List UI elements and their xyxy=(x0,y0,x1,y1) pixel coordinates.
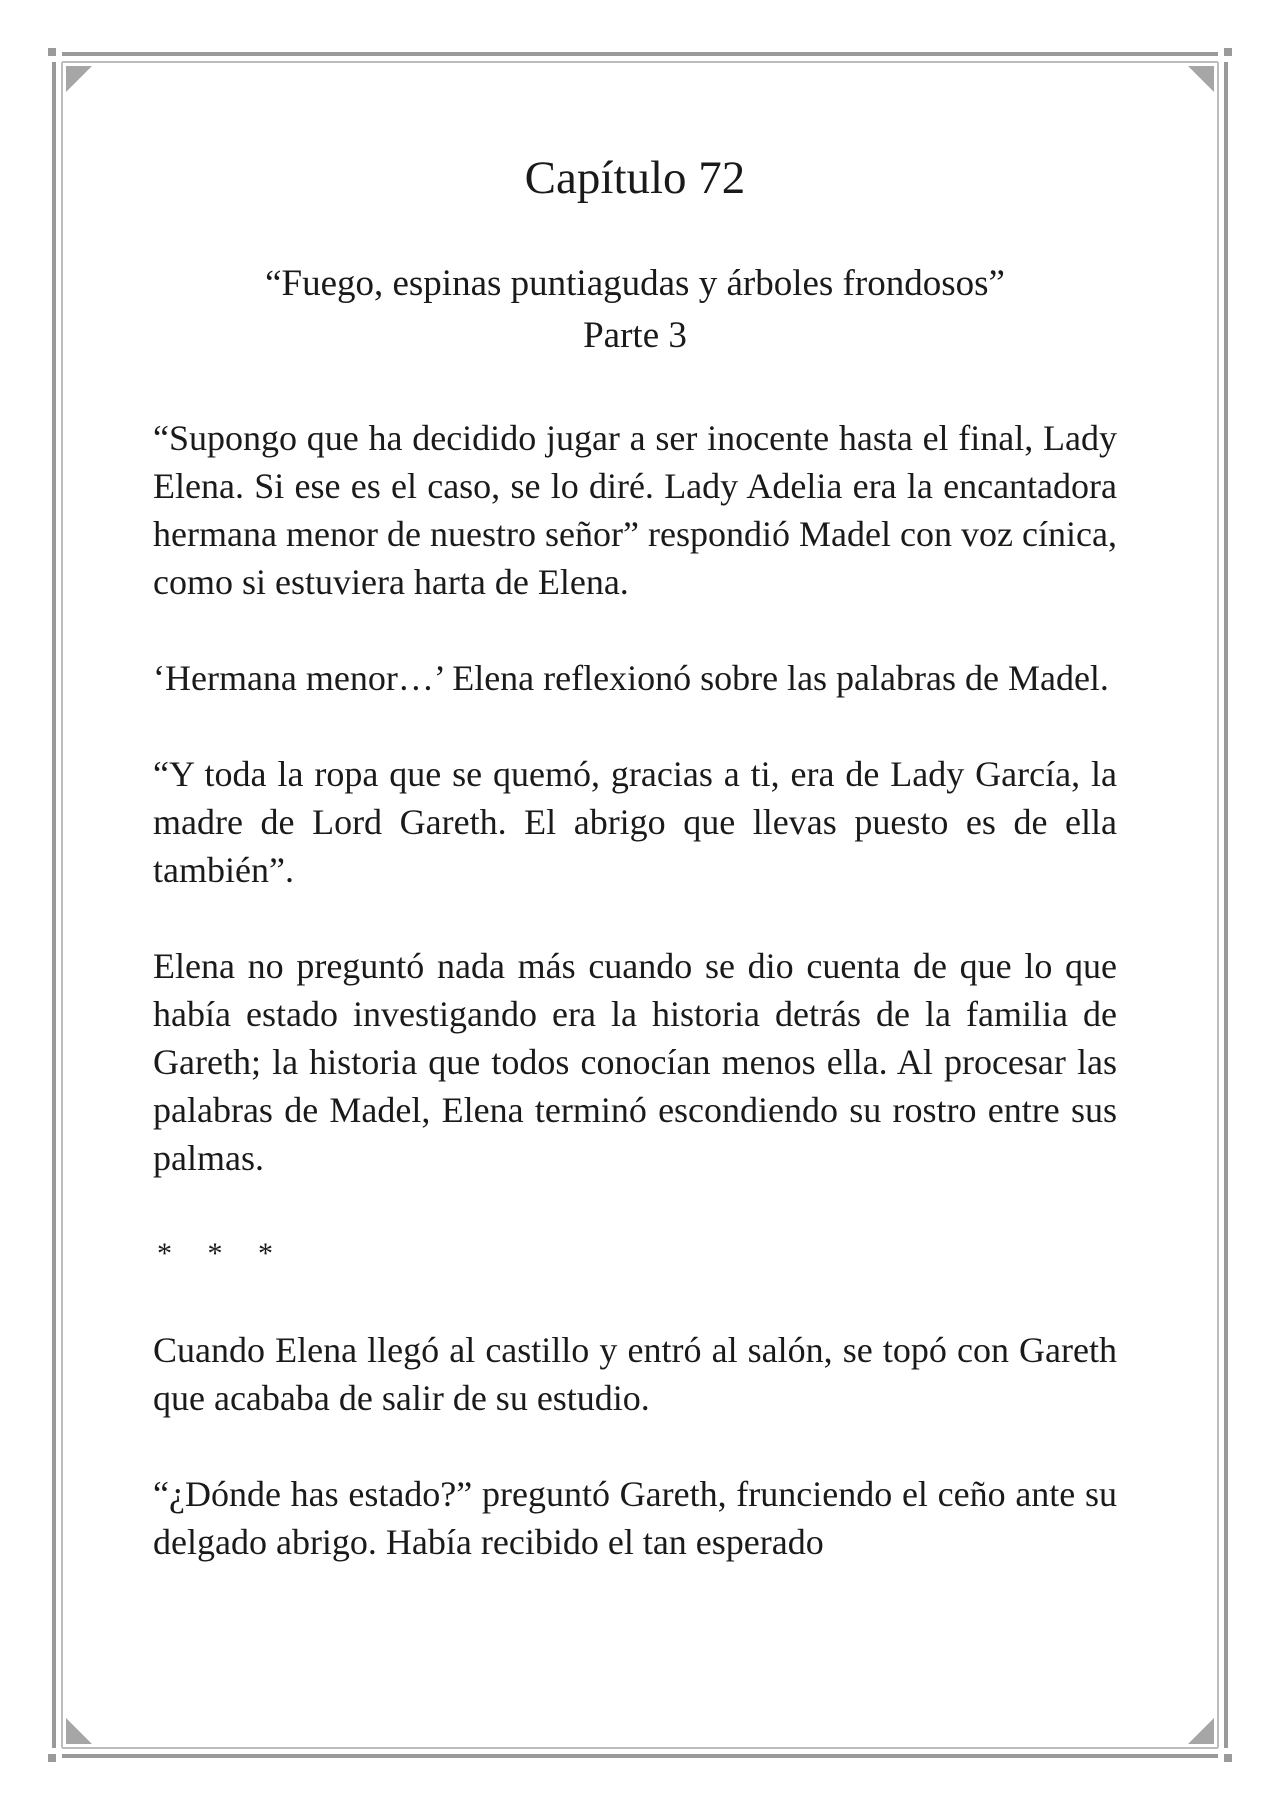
chapter-body xyxy=(153,414,1117,1566)
paragraph: “¿Dónde has estado?” preguntó Gareth, frunciendo el ceño ante su delgado abrigo. Había recibido el tan esperado xyxy=(153,1474,1117,1563)
chapter-part-label: Parte 3 xyxy=(583,315,687,357)
chapter-page xyxy=(153,150,1117,1566)
paragraph: “Y toda la ropa que se quemó, gracias a ti, era de Lady García, la madre de Lord Gareth. El abrigo que llevas puesto es de ella también”. xyxy=(153,754,1117,891)
paragraph: Cuando Elena llegó al castillo y entró al salón, se topó con Gareth que acababa de salir de su estudio. xyxy=(153,1330,1117,1419)
paragraph: “Supongo que ha decidido jugar a ser inocente hasta el final, Lady Elena. Si ese es el caso, se lo diré. Lady Adelia era la encantadora hermana menor de nuestro señor” respondió Madel con voz cínica, como si estuviera harta de Elena. xyxy=(153,418,1117,603)
paragraph: ‘Hermana menor…’ Elena reflexionó sobre las palabras de Madel. xyxy=(153,658,1109,699)
scene-separator: * * * xyxy=(157,1237,287,1271)
chapter-subtitle xyxy=(153,258,1117,362)
chapter-title: Capítulo 72 xyxy=(524,152,746,204)
paragraph: Elena no preguntó nada más cuando se dio cuenta de que lo que había estado investigando era la historia detrás de la familia de Gareth; la historia que todos conocían menos ella. Al procesar las palabras de Madel, Elena terminó escondiendo su rostro entre sus palmas. xyxy=(153,946,1117,1179)
chapter-subtitle-line: “Fuego, espinas puntiagudas y árboles frondosos” xyxy=(265,263,1005,305)
